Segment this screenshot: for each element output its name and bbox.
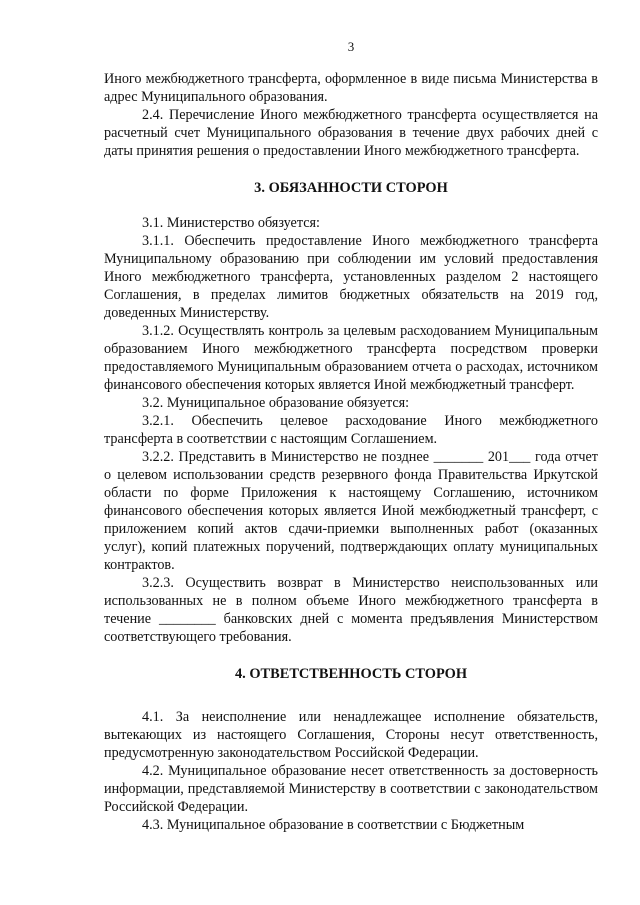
page-number: 3 (347, 39, 355, 54)
paragraph-4-1: 4.1. За неисполнение или ненадлежащее исполнение обязательств, вытекающих из настоящего Соглашения, Стороны несут ответственность, предусмотренную законодательством Российской Федерации. (104, 709, 598, 761)
paragraph-2-4: 2.4. Перечисление Иного межбюджетного трансферта осуществляется на расчетный счет Муниципального образования в течение двух рабочих дней с даты принятия решения о предоставлении Иного межбюджетного трансферта. (104, 107, 598, 159)
section-heading-obligations: 3. ОБЯЗАННОСТИ СТОРОН (254, 180, 448, 196)
paragraph-3-2-3: 3.2.3. Осуществить возврат в Министерство неиспользованных или использованных не в полном объеме Иного межбюджетного трансферта в течение ________ банковских дней с момента предъявления Министерством соответствующего требования. (104, 575, 598, 645)
paragraph-continuation: Иного межбюджетного трансферта, оформленное в виде письма Министерства в адрес Муниципального образования. (104, 71, 598, 105)
paragraph-3-2: 3.2. Муниципальное образование обязуется: (142, 395, 410, 411)
paragraph-3-1-2: 3.1.2. Осуществлять контроль за целевым расходованием Муниципальным образованием Иного межбюджетного трансферта посредством проверки предоставляемого Муниципальным образованием отчета о расходах, источником финансового обеспечения которых является Иной межбюджетный трансферт. (104, 323, 598, 393)
paragraph-3-1-1: 3.1.1. Обеспечить предоставление Иного межбюджетного трансферта Муниципальному образованию при соблюдении им условий предоставления Иного межбюджетного трансферта, установленных разделом 2 настоящего Соглашения, в пределах лимитов бюджетных обязательств на 2019 год, доведенных Министерству. (104, 233, 598, 321)
document-page (104, 38, 598, 834)
paragraph-3-2-1: 3.2.1. Обеспечить целевое расходование Иного межбюджетного трансферта в соответствии с настоящим Соглашением. (104, 413, 598, 447)
section-heading-responsibility: 4. ОТВЕТСТВЕННОСТЬ СТОРОН (234, 666, 468, 682)
paragraph-4-3: 4.3. Муниципальное образование в соответствии с Бюджетным (142, 817, 525, 833)
paragraph-3-2-2: 3.2.2. Представить в Министерство не позднее _______ 201___ года отчет о целевом использовании средств резервного фонда Правительства Иркутской области по форме Приложения к настоящему Соглашению, источником финансового обеспечения которых является Иной межбюджетный трансферт, с приложением копий актов сдачи-приемки выполненных работ (оказанных услуг), копий платежных поручений, подтверждающих оплату муниципальных контрактов. (104, 449, 598, 573)
paragraph-4-2: 4.2. Муниципальное образование несет ответственность за достоверность информации, представляемой Министерству в соответствии с законодательством Российской Федерации. (104, 763, 598, 815)
paragraph-3-1: 3.1. Министерство обязуется: (142, 215, 320, 231)
